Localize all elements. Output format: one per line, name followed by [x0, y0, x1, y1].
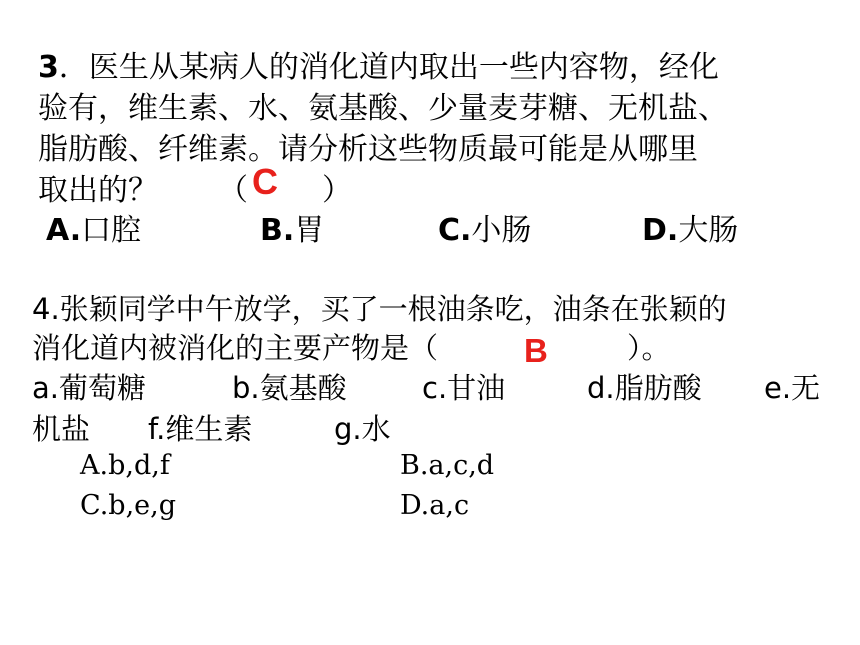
q4-items-line1 — [32, 366, 832, 406]
q3-options — [46, 205, 806, 248]
q3-option-a-text: 口腔 — [81, 213, 142, 248]
q3-option-c — [438, 205, 531, 249]
q3-option-a-letter: A. — [46, 213, 82, 248]
q4-choice-d: D.a,c — [400, 490, 470, 521]
q3-line2: 验有，维生素、水、氨基酸、少量麦芽糖、无机盐、 — [38, 91, 728, 126]
q4-choice-c: C.b,e,g — [80, 490, 176, 521]
q3-paren-open: （ — [218, 173, 248, 208]
q4-answer: B — [524, 332, 548, 369]
q4-line1: 4.张颖同学中午放学，买了一根油条吃，油条在张颖的 — [32, 292, 727, 326]
q3-option-b-text: 胃 — [294, 213, 325, 248]
q4-item-b: b.氨基酸 — [232, 371, 347, 405]
q4-item-g: g.水 — [334, 412, 391, 446]
q3-paren-close: ） — [322, 173, 352, 208]
q4-choice-b: B.a,c,d — [400, 450, 495, 481]
q3-number: 3 — [38, 50, 59, 85]
q4-line2-prefix: 消化道内被消化的主要产物是（ — [32, 331, 439, 365]
q4-line2-suffix: ）。 — [627, 331, 671, 365]
q4-item-e-cont: 机盐 — [32, 412, 91, 446]
q4-line2 — [32, 326, 832, 368]
q4-items-line2 — [32, 407, 532, 447]
q3-option-d-letter: D. — [642, 213, 679, 248]
q3-answer: C — [252, 161, 278, 202]
q4-item-f: f.维生素 — [148, 412, 253, 446]
q3-option-b-letter: B. — [260, 213, 295, 248]
q3-option-d — [642, 205, 738, 249]
q4-choice-a: A.b,d,f — [80, 450, 170, 481]
q3-option-c-letter: C. — [438, 213, 472, 248]
q3-option-a — [46, 205, 141, 249]
q3-line1 — [38, 42, 719, 86]
q3-line3: 脂肪酸、纤维素。请分析这些物质最可能是从哪里 — [38, 132, 698, 167]
q3-line4-prefix: 取出的？ — [38, 173, 158, 208]
q3-line1-text: ．医生从某病人的消化道内取出一些内容物，经化 — [58, 50, 719, 85]
q4-item-c: c.甘油 — [422, 371, 506, 405]
q3-option-b — [260, 205, 324, 249]
q3-option-d-text: 大肠 — [678, 213, 739, 248]
q4-item-a: a.葡萄糖 — [32, 371, 146, 405]
q3-line4 — [38, 161, 398, 208]
q4-item-e: e.无 — [764, 371, 821, 405]
q3-option-c-text: 小肠 — [471, 213, 532, 248]
q4-item-d: d.脂肪酸 — [587, 371, 702, 405]
